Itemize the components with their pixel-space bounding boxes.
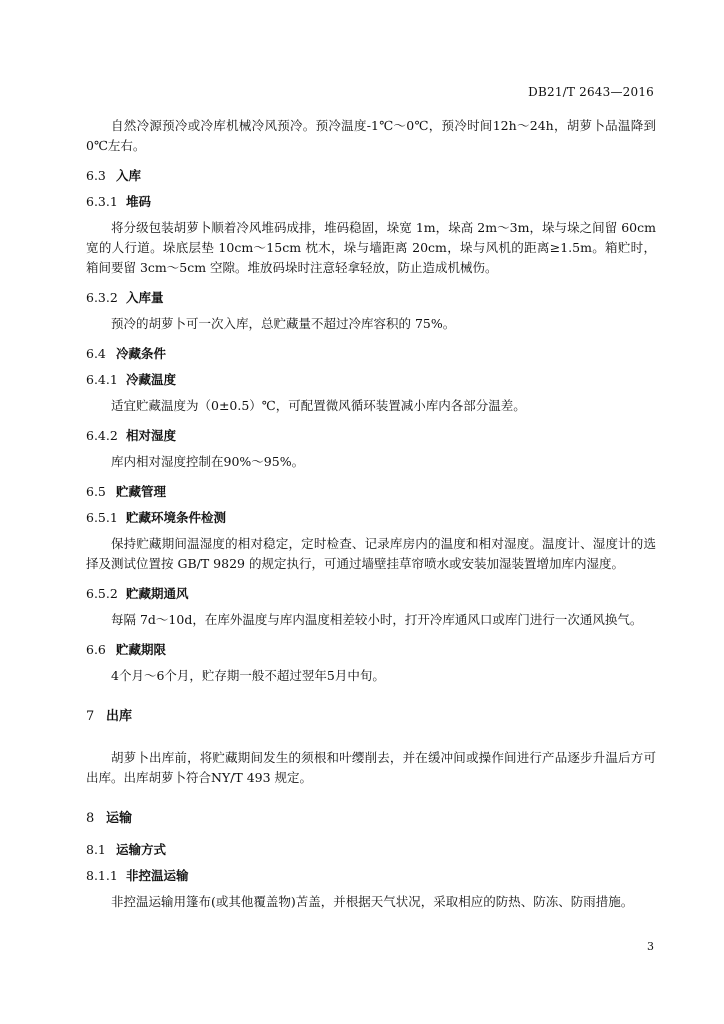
subsection-heading: 8.1.1 非控温运输 [86, 868, 189, 883]
document-body [86, 116, 656, 912]
paragraph: 4个月～6个月，贮存期一般不超过翌年5月中旬。 [111, 668, 385, 683]
subsection-heading: 6.4.2 相对湿度 [86, 428, 177, 443]
section-heading: 6.4 冷藏条件 [86, 346, 167, 361]
subsection-heading: 6.5.1 贮藏环境条件检测 [86, 510, 227, 525]
subsection-heading: 6.4.1 冷藏温度 [86, 372, 177, 387]
paragraph: 库内相对湿度控制在90%～95%。 [111, 454, 305, 469]
chapter-heading: 8 运输 [86, 811, 133, 826]
paragraph: 保持贮藏期间温湿度的相对稳定，定时检查、记录库房内的温度和相对湿度。温度计、湿度计的选择及测试位置按 GB/T 9829 的规定执行，可通过墙壁挂草帘喷水或安装加湿装置增加库内湿度。 [86, 536, 656, 571]
paragraph: 预冷的胡萝卜可一次入库，总贮藏量不超过冷库容积的 75%。 [111, 316, 456, 331]
subsection-heading: 6.3.2 入库量 [86, 290, 164, 305]
page-header-doc-id: DB21/T 2643—2016 [528, 85, 654, 99]
paragraph: 自然冷源预冷或冷库机械冷风预冷。预冷温度-1℃～0℃，预冷时间12h～24h，胡萝卜品温降到0℃左右。 [86, 118, 656, 153]
section-heading: 6.3 入库 [86, 168, 142, 183]
paragraph: 适宜贮藏温度为（0±0.5）℃，可配置微风循环装置减小库内各部分温差。 [111, 398, 526, 413]
paragraph: 非控温运输用篷布(或其他覆盖物)苫盖，并根据天气状况，采取相应的防热、防冻、防雨措施。 [111, 894, 634, 909]
chapter-heading: 7 出库 [86, 709, 133, 724]
section-heading: 6.6 贮藏期限 [86, 642, 167, 657]
section-heading: 8.1 运输方式 [86, 842, 167, 857]
section-heading: 6.5 贮藏管理 [86, 484, 167, 499]
subsection-heading: 6.5.2 贮藏期通风 [86, 586, 189, 601]
paragraph: 胡萝卜出库前，将贮藏期间发生的须根和叶缨削去，并在缓冲间或操作间进行产品逐步升温后方可出库。出库胡萝卜符合NY/T 493 规定。 [86, 750, 656, 785]
subsection-heading: 6.3.1 堆码 [86, 194, 152, 209]
paragraph: 每隔 7d～10d，在库外温度与库内温度相差较小时，打开冷库通风口或库门进行一次通风换气。 [111, 612, 643, 627]
paragraph: 将分级包装胡萝卜顺着冷风堆码成排，堆码稳固，垛宽 1m，垛高 2m～3m，垛与垛之间留 60cm 宽的人行道。垛底层垫 10cm～15cm 枕木，垛与墙距离 20cm，垛与风机的距离≥1.5m。箱贮时，箱间要留 3cm～5cm 空隙。堆放码垛时注意轻拿轻放，防止造成机械伤。 [86, 220, 656, 275]
page-number: 3 [647, 940, 654, 953]
